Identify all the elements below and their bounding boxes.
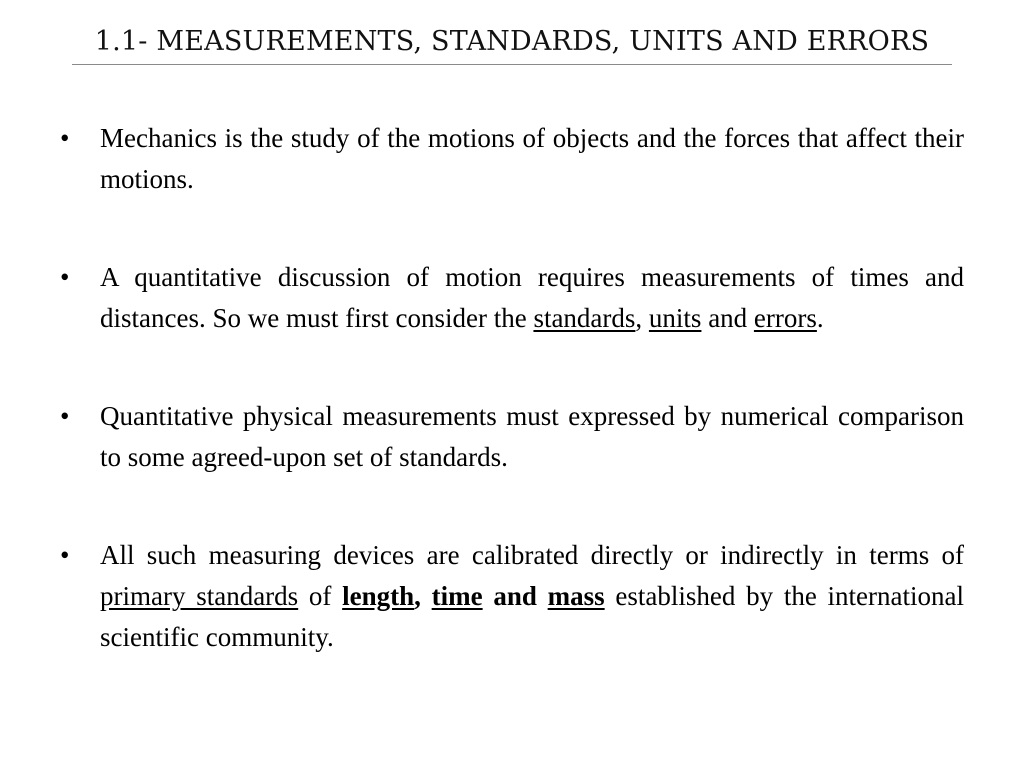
bullet-item-physical-measurements xyxy=(60,396,964,478)
bullet-dot-icon: • xyxy=(60,262,70,292)
term-standards: standards xyxy=(533,303,636,333)
bullet-item-quantitative-discussion xyxy=(60,257,964,339)
connector-text: of xyxy=(298,581,343,611)
bullet-list xyxy=(60,118,964,658)
bullet-item-measuring-devices xyxy=(60,535,964,658)
punctuation: . xyxy=(816,303,824,333)
term-mass: mass xyxy=(547,581,605,611)
space xyxy=(421,581,432,611)
term-time: time xyxy=(431,581,483,611)
bullet-text: All such measuring devices are calibrated directly or indirectly in terms of xyxy=(100,540,964,570)
bullet-text: Mechanics is the study of the motions of objects and the forces that affect their motions. xyxy=(100,123,964,194)
space xyxy=(642,303,649,333)
bullet-dot-icon: • xyxy=(60,401,70,431)
connector-text: and xyxy=(701,303,754,333)
punctuation: , xyxy=(414,581,421,611)
term-primary-standards: primary standards xyxy=(100,581,299,611)
term-units: units xyxy=(648,303,702,333)
punctuation: , xyxy=(635,303,643,333)
bullet-text-end: established by the international scientific community. xyxy=(100,581,964,652)
slide-title: 1.1- MEASUREMENTS, STANDARDS, UNITS AND ERRORS xyxy=(94,26,930,57)
bullet-text: Quantitative physical measurements must expressed by numerical comparison to some agreed-upon set of standards. xyxy=(100,401,964,472)
connector-text: and xyxy=(482,581,548,611)
term-length: length xyxy=(342,581,415,611)
bullet-dot-icon: • xyxy=(60,540,70,570)
title-bar xyxy=(72,22,952,65)
bullet-dot-icon: • xyxy=(60,123,70,153)
bullet-text: A quantitative discussion of motion requires measurements of times and distances. So we must first consider the xyxy=(100,262,964,333)
term-errors: errors xyxy=(753,303,817,333)
bullet-item-mechanics xyxy=(60,118,964,200)
